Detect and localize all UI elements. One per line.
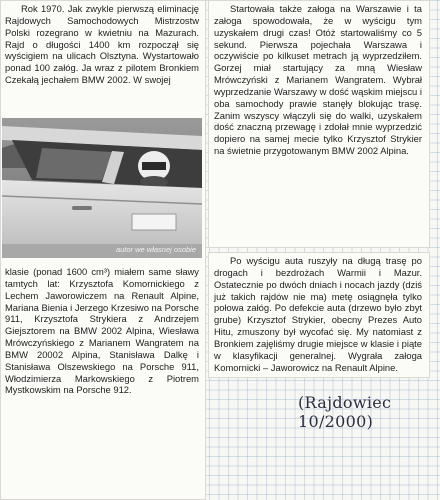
left-column-top-text: Rok 1970. Jak zwykle pierwszą eliminację Rajdowych Samochodowych Mistrzostw Polski rozegrano w kwietniu na Mazurach. Rajd o długości 1400 km rozpoczął się wyścigiem na ulicach Olsztyna. Wystartowało ponad 100 załóg. Ja wraz z pilotem Bronkiem Czekałą jechałem BMW 2002. W swojej (5, 3, 199, 86)
handwritten-source-note: (Rajdowiec 10/2000) (298, 393, 392, 431)
right-column-text-1: Startowała także załoga na Warszawie i ta załoga spowodowała, że w wyścigu tym uzyskałem drugi czas! Otóż startowaliśmy co 5 sekund. Pierwsza pojechała Warszawa i oczywiście po kilkuset metrach ją wyprzedziłem. Gorzej miał startujący za mną Wiesław Mrówczyński z Marianem Wangratem. Wybrał wyprzedzanie Warszawy w dość wąskim miejscu i oba samochody prawie stanęły blokując trasę. Zanim wszyscy włączyli się do walki, uzyskałem dość znaczną przewagę i zdołał mnie wyprzedzić dopiero na samej mecie tylko Krzysztof Strykier na świetnie przygotowanym BMW 2002 Alpina. (214, 3, 422, 157)
left-column-bottom-text: klasie (ponad 1600 cm³) miałem same sławy tamtych lat: Krzysztofa Komornickiego z Lechem Jaworowiczem na Renault Alpine, Mariana Bienia i Jerzego Krzesiwo na Porsche 911, Krzysztofa Strykiera z Andrzejem Giejsztorem na BMW 2002 Alpina, Wiesława Mrówczyńskiego z Marianem Wangratem na BMW 20002 Alpina, Stanisława Dalkę i Stanisława Olszewskiego na Porsche 911, Włodzimierza Markowskiego z Piotrem Mystkowskim na Porsche 912. (5, 266, 199, 396)
rally-driver-photo (2, 118, 202, 258)
rally-car-image (2, 118, 202, 258)
right-column-text-2: Po wyścigu auta ruszyły na długą trasę po drogach i bezdrożach Warmii i Mazur. Ostatecznie po dwóch dniach i nocach jazdy (dziś już takich rajdów nie ma) metę osiągnęła tylko połowa załóg. Po defekcie auta (drzewo było zbyt grube) Krzysztof Strykier, obecny Prezes Auto Hitu, zmuszony był wycofać się. My natomiast z Bronkiem zajęliśmy drugie miejsce w klasie i piąte w klasyfikacji generalnej. Wygrała załoga Komornicki – Jaworowicz na Renault Alpine. (214, 255, 422, 373)
photo-credit: autor we własnej osobie (115, 245, 196, 254)
